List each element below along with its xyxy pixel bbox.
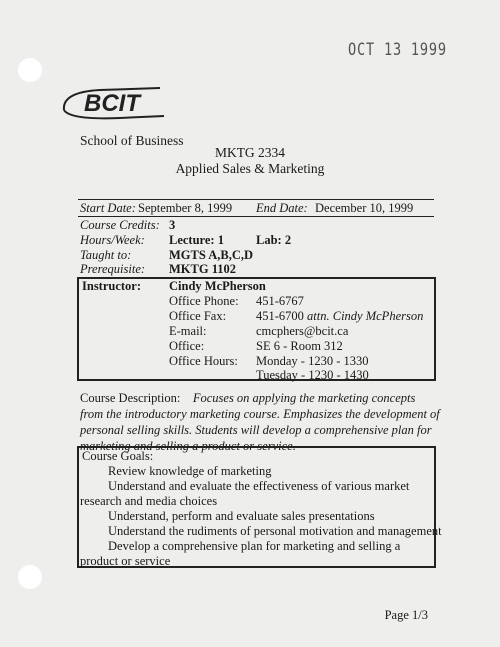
end-date-label: End Date: [256,201,308,215]
bcit-logo [60,80,170,128]
office-fax-value [256,309,423,324]
prerequisite-label: Prerequisite: [80,262,146,276]
goal-item: Understand the rudiments of personal motivation and management [108,524,442,538]
description-label: Course Description: [80,391,181,405]
prerequisite-value: MKTG 1102 [169,262,237,276]
course-description [80,390,440,454]
dates-rule [78,216,434,217]
office-value: SE 6 - Room 312 [256,339,343,353]
taught-label: Taught to: [80,248,132,262]
course-code: MKTG 2334 [214,145,286,160]
binder-hole-top [18,58,42,82]
goal-item: Understand and evaluate the effectiveness of various market research and media choices [80,479,410,508]
bcit-logo-text: BCIT [84,90,140,117]
school-name: School of Business [80,133,184,148]
credits-label: Course Credits: [80,218,160,232]
instructor-name: Cindy McPherson [169,279,266,293]
office-hours-monday: Monday - 1230 - 1330 [256,354,369,368]
start-date-label: Start Date: [80,201,136,215]
goals-label: Course Goals: [82,449,154,463]
lab-value: Lab: 2 [256,233,292,247]
fax-attention: attn. Cindy McPherson [307,309,424,323]
hours-label: Hours/Week: [80,233,145,247]
lecture-value: Lecture: 1 [169,233,224,247]
start-date-value: September 8, 1999 [138,201,233,215]
office-phone-value: 451-6767 [256,294,304,308]
binder-hole-bottom [18,565,42,589]
office-fax-label: Office Fax: [169,309,227,323]
fax-number: 451-6700 [256,309,304,323]
goal-item: Review knowledge of marketing [108,464,272,478]
description-text: Focuses on applying the marketing concepts from the introductory marketing course. Emphasizes the development of personal selling skills. Students will develop a comprehensive plan for marketing and selling a product or service. [80,391,440,453]
office-phone-label: Office Phone: [169,294,239,308]
email-label: E-mail: [169,324,207,338]
goal-item: Develop a comprehensive plan for marketing and selling a product or service [80,539,401,568]
office-label: Office: [169,339,205,353]
taught-value: MGTS A,B,C,D [169,248,254,262]
page-number: Page 1/3 [384,608,428,622]
instructor-label: Instructor: [82,279,142,293]
top-rule [78,199,434,200]
goal-item: Understand, perform and evaluate sales presentations [108,509,375,523]
course-title: Applied Sales & Marketing [175,161,325,176]
office-hours-tuesday: Tuesday - 1230 - 1430 [256,368,369,382]
email-value: cmcphers@bcit.ca [256,324,349,338]
credits-value: 3 [169,218,176,232]
received-date-stamp: OCT 13 1999 [348,40,447,60]
office-hours-label: Office Hours: [169,354,238,368]
end-date-value: December 10, 1999 [315,201,414,215]
